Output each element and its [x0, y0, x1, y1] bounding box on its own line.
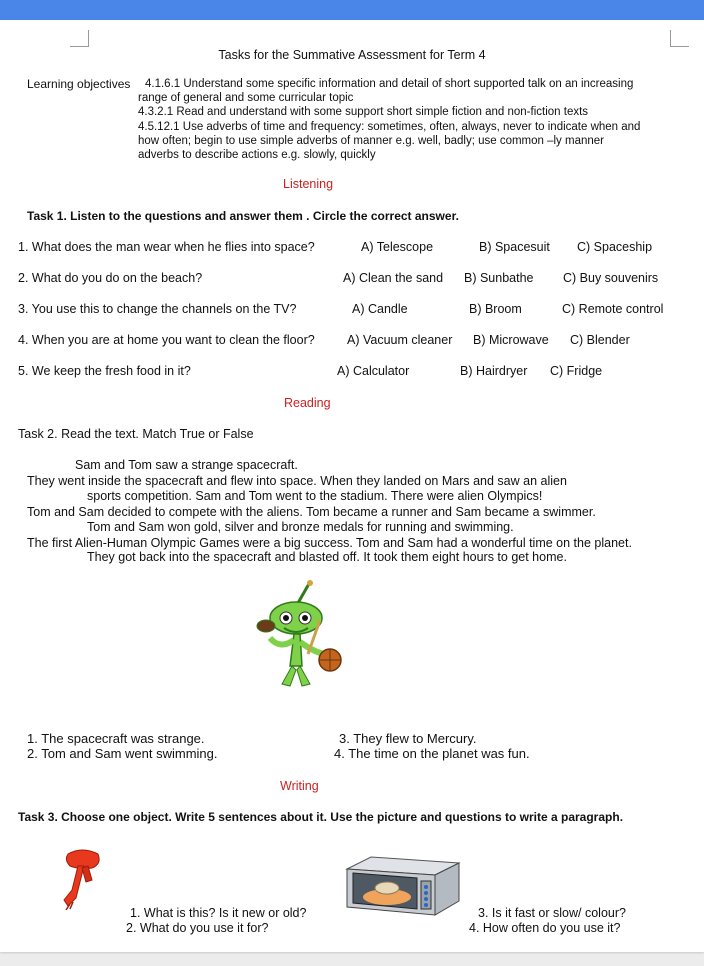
margin-corner-right: [670, 30, 689, 47]
microwave-icon: [343, 853, 463, 919]
question-text: 5. We keep the fresh food in it?: [18, 364, 191, 378]
answer-option-c[interactable]: C) Remote control: [562, 302, 664, 316]
writing-question: 4. How often do you use it?: [469, 921, 621, 935]
document-page: [0, 20, 704, 952]
answer-option-a[interactable]: A) Telescope: [361, 240, 434, 254]
objective-line: 4.5.12.1 Use adverbs of time and frequency: sometimes, often, always, never to indicate when and: [138, 121, 641, 133]
objective-line: 4.3.2.1 Read and understand with some support short simple fiction and non-fiction texts: [138, 106, 589, 118]
story-line: Sam and Tom saw a strange spacecraft.: [75, 458, 298, 472]
question-text: 1. What does the man wear when he flies into space?: [18, 240, 315, 254]
story-line: They went inside the spacecraft and flew into space. When they landed on Mars and saw an alien: [27, 474, 567, 488]
statement: 4. The time on the planet was fun.: [334, 746, 530, 761]
writing-question: 2. What do you use it for?: [126, 921, 269, 935]
question-text: 3. You use this to change the channels on the TV?: [18, 302, 297, 316]
question-text: 4. When you are at home you want to clean the floor?: [18, 333, 315, 347]
question-text: 2. What do you do on the beach?: [18, 271, 203, 285]
objective-line: how often; begin to use simple adverbs of manner e.g. well, badly; use common –ly manner: [138, 135, 604, 147]
objectives-label: Learning objectives: [27, 77, 131, 91]
story-line: They got back into the spacecraft and blasted off. It took them eight hours to get home.: [87, 550, 567, 564]
story-line: The first Alien-Human Olympic Games were a big success. Tom and Sam had a wonderful time on the planet.: [27, 536, 632, 550]
answer-option-b[interactable]: B) Hairdryer: [460, 364, 528, 378]
writing-question: 3. Is it fast or slow/ colour?: [478, 906, 626, 920]
answer-option-a[interactable]: A) Clean the sand: [343, 271, 444, 285]
scarf-icon: [58, 848, 106, 910]
answer-option-a[interactable]: A) Vacuum cleaner: [347, 333, 453, 347]
reading-heading: Reading: [284, 396, 331, 410]
answer-option-b[interactable]: B) Microwave: [473, 333, 549, 347]
statement: 1. The spacecraft was strange.: [27, 731, 205, 746]
answer-option-a[interactable]: A) Candle: [352, 302, 408, 316]
writing-question: 1. What is this? Is it new or old?: [130, 906, 307, 920]
answer-option-b[interactable]: B) Spacesuit: [479, 240, 550, 254]
story-line: sports competition. Sam and Tom went to the stadium. There were alien Olympics!: [87, 489, 543, 503]
answer-option-b[interactable]: B) Sunbathe: [464, 271, 534, 285]
task2-instructions: Task 2. Read the text. Match True or False: [18, 427, 254, 441]
browser-top-bar: [0, 0, 704, 20]
statement: 2. Tom and Sam went swimming.: [27, 746, 218, 761]
objective-line: adverbs to describe actions e.g. slowly, quickly: [138, 149, 376, 161]
task1-instructions: Task 1. Listen to the questions and answer them . Circle the correct answer.: [27, 209, 459, 223]
task3-instructions: Task 3. Choose one object. Write 5 sentences about it. Use the picture and questions to write a paragraph.: [18, 810, 624, 824]
story-line: Tom and Sam decided to compete with the aliens. Tom became a runner and Sam became a swimmer.: [27, 505, 596, 519]
listening-heading: Listening: [283, 177, 334, 191]
alien-icon: [250, 580, 350, 692]
answer-option-c[interactable]: C) Fridge: [550, 364, 603, 378]
story-line: Tom and Sam won gold, silver and bronze medals for running and swimming.: [87, 520, 514, 534]
margin-corner-left: [70, 30, 89, 47]
writing-heading: Writing: [280, 779, 319, 793]
objective-line: range of general and some curricular topic: [138, 92, 354, 104]
answer-option-a[interactable]: A) Calculator: [337, 364, 410, 378]
answer-option-c[interactable]: C) Blender: [570, 333, 630, 347]
answer-option-c[interactable]: C) Spaceship: [577, 240, 653, 254]
answer-option-b[interactable]: B) Broom: [469, 302, 522, 316]
objective-line: 4.1.6.1 Understand some specific information and detail of short supported talk on an increasing: [145, 78, 634, 90]
statement: 3. They flew to Mercury.: [339, 731, 477, 746]
answer-option-c[interactable]: C) Buy souvenirs: [563, 271, 659, 285]
page-title: Tasks for the Summative Assessment for Term 4: [218, 48, 486, 62]
